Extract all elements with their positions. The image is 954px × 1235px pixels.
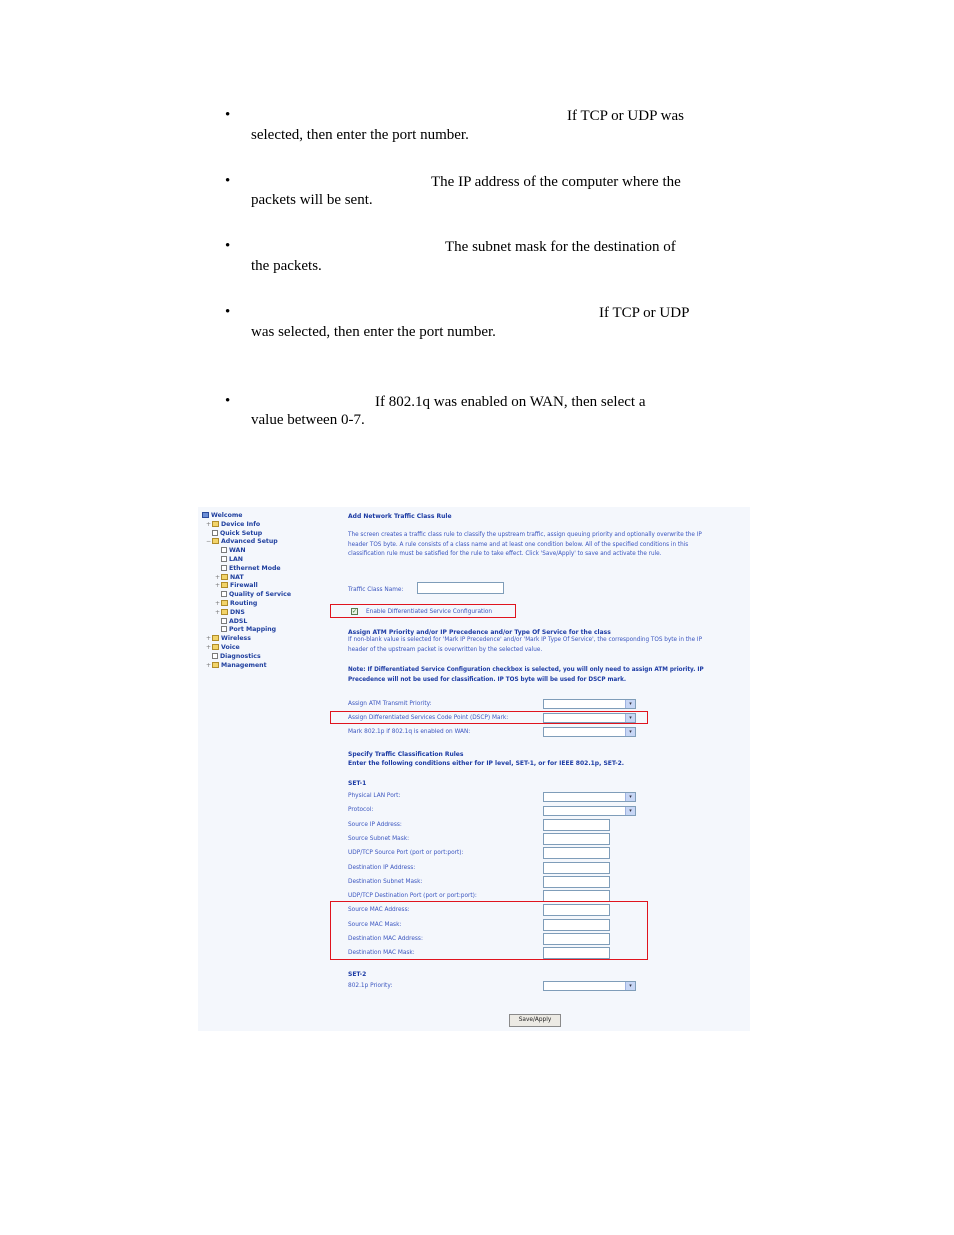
- chevron-down-icon: ▾: [625, 982, 635, 990]
- page-icon: [221, 547, 227, 553]
- chevron-down-icon: ▾: [625, 793, 635, 801]
- set1-text-input[interactable]: [543, 833, 610, 845]
- enable-dscp-checkbox[interactable]: ✓: [352, 608, 358, 615]
- mark-8021p-select[interactable]: [543, 727, 636, 737]
- nav-tree-label: Diagnostics: [220, 652, 261, 660]
- expand-icon[interactable]: +: [206, 661, 212, 669]
- nav-tree-item[interactable]: [202, 644, 332, 653]
- set1-field-label: UDP/TCP Destination Port (port or port:port):: [348, 893, 477, 900]
- bullet-text: If TCP or UDP: [599, 305, 690, 321]
- expand-icon[interactable]: +: [215, 599, 221, 607]
- set1-field-label: UDP/TCP Source Port (port or port:port):: [348, 850, 464, 857]
- router-config-screenshot: [198, 507, 750, 1031]
- bullet-text: selected, then enter the port number.: [251, 127, 469, 143]
- bullet-text: the packets.: [251, 258, 322, 274]
- folder-icon: [221, 600, 228, 606]
- chevron-down-icon: ▾: [625, 728, 635, 736]
- nav-tree-item[interactable]: [202, 591, 332, 600]
- nav-tree-label: Management: [221, 661, 267, 669]
- bullet-marker: •: [225, 107, 231, 123]
- nav-tree-label: Firewall: [230, 582, 258, 590]
- bullet-marker: •: [225, 304, 231, 320]
- nav-tree: [202, 512, 332, 670]
- nav-tree-item[interactable]: [202, 565, 332, 574]
- set1-text-input[interactable]: [543, 847, 610, 859]
- chevron-down-icon: ▾: [625, 714, 635, 722]
- set1-field-label: Destination MAC Mask:: [348, 950, 415, 957]
- nav-tree-label: Port Mapping: [229, 626, 277, 634]
- bullet-marker: •: [225, 173, 231, 189]
- set1-text-input[interactable]: [543, 862, 610, 874]
- folder-icon: [212, 644, 219, 650]
- page-icon: [212, 653, 218, 659]
- highlight-box: [330, 901, 648, 960]
- nav-tree-item[interactable]: [202, 574, 332, 583]
- chevron-down-icon: ▾: [625, 700, 635, 708]
- folder-icon: [212, 662, 219, 668]
- folder-icon: [221, 582, 228, 588]
- expand-icon[interactable]: +: [215, 582, 221, 590]
- nav-tree-item[interactable]: [202, 530, 332, 539]
- nav-tree-item[interactable]: [202, 521, 332, 530]
- bullet-text: value between 0-7.: [251, 412, 365, 428]
- nav-tree-label: ADSL: [229, 617, 248, 625]
- set1-field-label: Destination MAC Address:: [348, 936, 423, 942]
- mark-8021p-label: Mark 802.1p if 802.1q is enabled on WAN:: [348, 729, 471, 735]
- set1-heading: SET-1: [348, 780, 367, 787]
- nav-tree-item[interactable]: [202, 582, 332, 591]
- page-icon: [221, 626, 227, 632]
- page-icon: [221, 591, 227, 597]
- form-title: Add Network Traffic Class Rule: [348, 513, 452, 520]
- atm-priority-select[interactable]: [543, 699, 636, 709]
- expand-icon[interactable]: +: [215, 573, 221, 581]
- page-icon: [212, 530, 218, 536]
- nav-tree-label: Quality of Service: [229, 591, 292, 599]
- save-apply-button[interactable]: Save/Apply: [509, 1014, 561, 1027]
- bullet-text: If TCP or UDP was: [567, 108, 684, 124]
- set1-field-label: Protocol:: [348, 807, 374, 814]
- assign-heading: Assign ATM Priority and/or IP Precedence and/or Type Of Service for the class: [348, 629, 611, 636]
- priority-8021p-select[interactable]: [543, 981, 636, 991]
- expand-icon[interactable]: +: [206, 635, 212, 643]
- nav-tree-label: LAN: [229, 555, 243, 563]
- nav-tree-item[interactable]: [202, 556, 332, 565]
- bullet-text: If 802.1q was enabled on WAN, then select a: [375, 394, 646, 410]
- dscp-note: Note: If Differentiated Service Configuration checkbox is selected, you will only need to assign ATM priority. IP Precedence will not be used for classification. IP TOS byte will be used for DSCP mark.: [348, 667, 704, 683]
- nav-tree-item[interactable]: [202, 635, 332, 644]
- nav-tree-item[interactable]: [202, 653, 332, 662]
- nav-tree-label: NAT: [230, 573, 244, 581]
- rules-subheading: Enter the following conditions either for IP level, SET-1, or for IEEE 802.1p, SET-2.: [348, 760, 625, 767]
- folder-icon: [221, 574, 228, 580]
- chevron-down-icon: ▾: [625, 807, 635, 815]
- nav-tree-label: Voice: [221, 643, 240, 651]
- nav-tree-label: WAN: [229, 547, 246, 555]
- page-icon: [221, 565, 227, 571]
- bullet-text: The IP address of the computer where the: [431, 174, 681, 190]
- folder-icon: [212, 521, 219, 527]
- set1-select[interactable]: [543, 806, 636, 816]
- assign-text: If non-blank value is selected for 'Mark IP Precedence' and/or 'Mark IP Type Of Service', the corresponding TOS byte in the IP header of the upstream packet is overwritten by the selected value.: [348, 637, 703, 653]
- class-name-label: Traffic Class Name:: [348, 587, 404, 593]
- nav-tree-item[interactable]: [202, 538, 332, 547]
- nav-tree-label: Ethernet Mode: [229, 564, 281, 572]
- priority-8021p-label: 802.1p Priority:: [348, 983, 393, 989]
- nav-tree-item[interactable]: [202, 600, 332, 609]
- nav-tree-label: Wireless: [221, 635, 251, 643]
- collapse-icon[interactable]: −: [206, 538, 212, 546]
- expand-icon[interactable]: +: [206, 643, 212, 651]
- computer-icon: [202, 512, 209, 518]
- set1-text-input[interactable]: [543, 819, 610, 831]
- class-name-input[interactable]: [417, 582, 504, 594]
- set1-field-label: Source MAC Address:: [348, 907, 410, 914]
- nav-tree-label: Welcome: [211, 512, 243, 519]
- nav-tree-item[interactable]: [202, 618, 332, 627]
- bullet-text: The subnet mask for the destination of: [445, 239, 676, 255]
- page-icon: [221, 618, 227, 624]
- set1-field-label: Physical LAN Port:: [348, 793, 401, 799]
- bullet-marker: •: [225, 393, 231, 409]
- set2-heading: SET-2: [348, 971, 367, 978]
- nav-tree-label: Advanced Setup: [221, 538, 278, 546]
- set1-text-input[interactable]: [543, 876, 610, 888]
- set1-field-label: Destination IP Address:: [348, 864, 416, 871]
- nav-tree-item[interactable]: [202, 626, 332, 635]
- enable-dscp-label: Enable Differentiated Service Configuration: [366, 609, 493, 615]
- nav-tree-item[interactable]: [202, 547, 332, 556]
- nav-tree-label: Device Info: [221, 520, 261, 528]
- set1-field-label: Source MAC Mask:: [348, 921, 402, 928]
- nav-tree-label: DNS: [230, 608, 245, 616]
- set1-field-label: Destination Subnet Mask:: [348, 878, 423, 885]
- bullet-text: was selected, then enter the port number.: [251, 324, 496, 340]
- bullet-text: packets will be sent.: [251, 192, 373, 208]
- set1-field-label: Source IP Address:: [348, 821, 402, 828]
- nav-tree-label: Quick Setup: [220, 529, 263, 537]
- expand-icon[interactable]: +: [206, 520, 212, 528]
- nav-tree-item[interactable]: [202, 609, 332, 618]
- form-intro: The screen creates a traffic class rule to classify the upstream traffic, assign queuing priority and optionally overwrite the IP header TOS byte. A rule consists of a class name and at least one condition below. All of the specified conditions in this classification rule must be satisfied for the rule to take effect. Click 'Save/Apply' to save and activate the rule.: [348, 532, 702, 557]
- rules-heading: Specify Traffic Classification Rules: [348, 751, 464, 758]
- nav-tree-item[interactable]: [202, 662, 332, 671]
- page-icon: [221, 556, 227, 562]
- dscp-mark-label: Assign Differentiated Services Code Point (DSCP) Mark:: [348, 715, 509, 721]
- set1-field-label: Source Subnet Mask:: [348, 835, 410, 842]
- nav-tree-item[interactable]: [202, 512, 332, 521]
- atm-priority-label: Assign ATM Transmit Priority:: [348, 701, 432, 707]
- bullet-marker: •: [225, 238, 231, 254]
- folder-icon: [212, 538, 219, 544]
- set1-select[interactable]: [543, 792, 636, 802]
- expand-icon[interactable]: +: [215, 608, 221, 616]
- dscp-mark-select[interactable]: [543, 713, 636, 723]
- folder-icon: [221, 609, 228, 615]
- nav-tree-label: Routing: [230, 599, 258, 607]
- folder-icon: [212, 635, 219, 641]
